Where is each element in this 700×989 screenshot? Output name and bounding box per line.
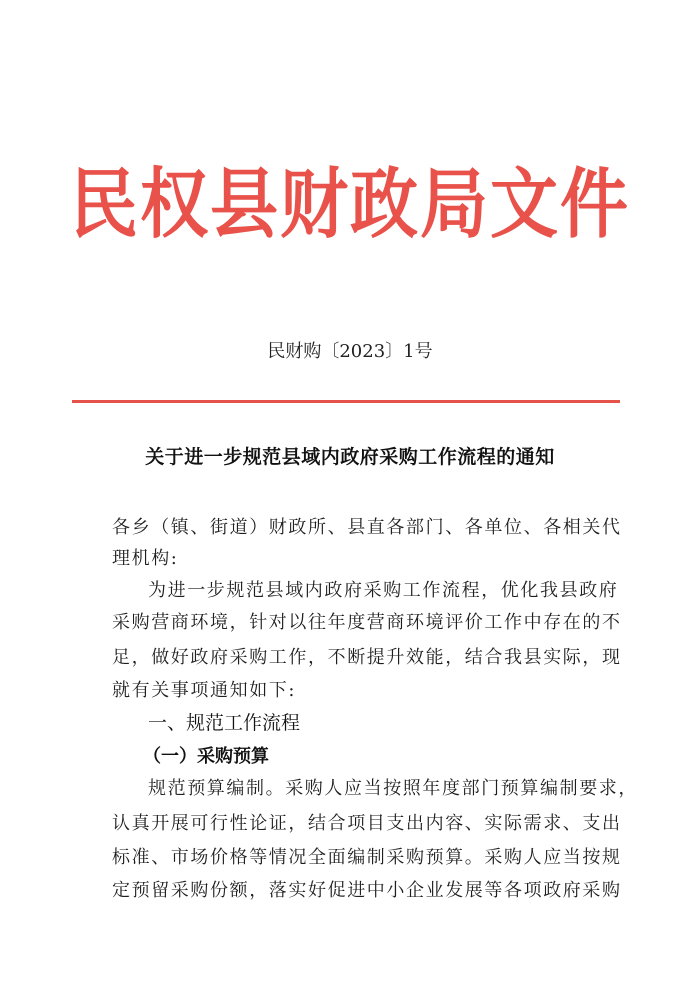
subsection-heading: （一）采购预算 [143, 746, 269, 767]
para-line-2: 认真开展可行性论证，结合项目支出内容、实际需求、支出 [112, 813, 622, 834]
document-number: 民财购〔2023〕1号 [267, 341, 433, 362]
masthead-title: 民权县财政局文件 [69, 160, 630, 250]
notice-title: 关于进一步规范县域内政府采购工作流程的通知 [145, 446, 555, 468]
intro-line-2: 采购营商环境，针对以往年度营商环境评价工作中存在的不 [112, 612, 622, 633]
intro-line-4: 就有关事项通知如下: [112, 680, 297, 701]
red-divider [72, 400, 620, 403]
para-line-1: 规范预算编制。采购人应当按照年度部门预算编制要求， [148, 778, 638, 799]
intro-line-3: 足，做好政府采购工作，不断提升效能，结合我县实际，现 [112, 647, 622, 668]
intro-line-1: 为进一步规范县域内政府采购工作流程，优化我县政府 [148, 580, 619, 601]
para-line-4: 定预留采购份额，落实好促进中小企业发展等各项政府采购 [112, 880, 622, 901]
section-heading: 一、规范工作流程 [148, 712, 301, 734]
addressee-line-2: 理机构: [112, 548, 179, 569]
para-line-3: 标准、市场价格等情况全面编制采购预算。采购人应当按规 [112, 847, 622, 868]
addressee-line-1: 各乡（镇、街道）财政所、县直各部门、各单位、各相关代 [112, 517, 622, 538]
